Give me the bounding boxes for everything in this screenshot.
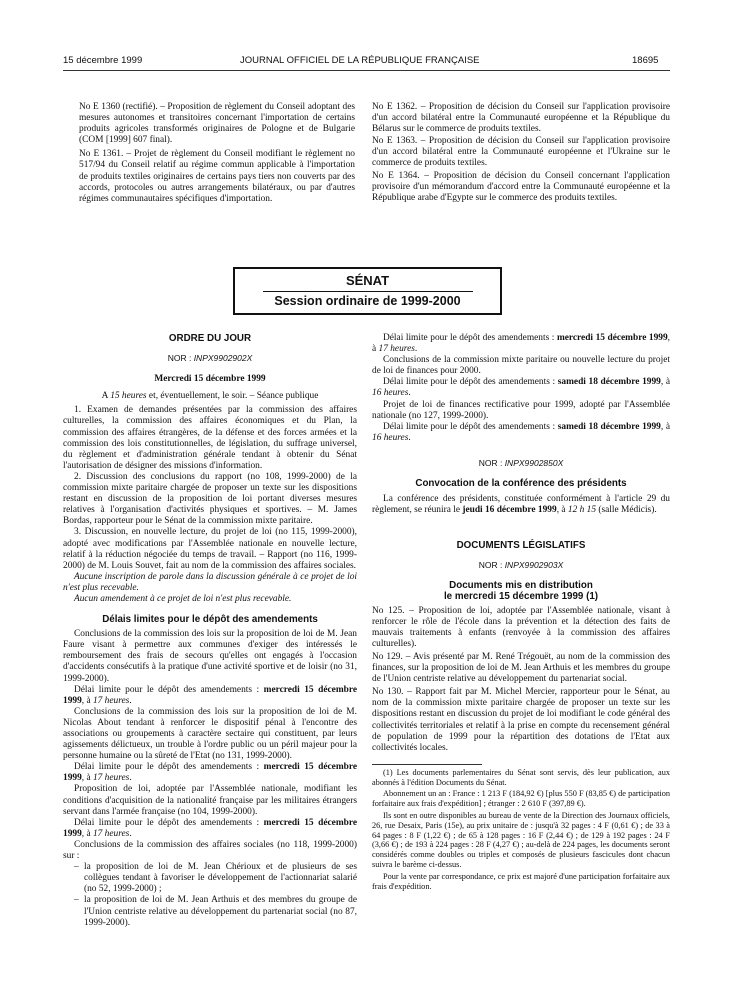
nor-reference: NOR : INPX9902902X — [167, 353, 253, 364]
distribution-title: Documents mis en distribution — [449, 579, 593, 591]
delai-paragraph: Conclusions de la commission mixte paritaire ou nouvelle lecture du projet de loi de finances pour 2000. — [372, 355, 670, 377]
session-date: Mercredi 15 décembre 1999 — [154, 374, 266, 385]
agenda-item-1: 1. Examen de demandes présentées par la commission des affaires culturelles, la commission des affaires économiques et du Plan, la commission des affaires étrangères, de la défense et des forces armées et la commission des lois constitutionnelles, de législation, du suffrage universel, du règlement et d'administration générale tendant à obtenir du Sénat l'autorisation de désigner des missions d'information. — [63, 405, 357, 471]
list-item: – la proposition de loi de M. Jean Arthuis et des membres du groupe de l'Union centriste relative au développement du partenariat social (no 87, 1999-2000). — [74, 895, 357, 928]
right-column — [372, 333, 670, 891]
top-right-column — [372, 102, 670, 204]
page-number: 18695 — [632, 55, 659, 66]
distribution-date: le mercredi 15 décembre 1999 (1) — [443, 590, 599, 602]
footnote: Pour la vente par correspondance, ce prix est majoré d'une participation forfaitaire aux frais d'expédition. — [372, 871, 670, 891]
delai-paragraph: Conclusions de la commission des lois sur la proposition de loi de M. Jean Faure visant à permettre aux communes d'exiger des intéressés le remboursement des frais de secours qu'elles ont engagés à l'occasion d'accidents consécutifs à la pratique d'une activité sportive et de loisir (no 31, 1999-2000). — [63, 629, 357, 684]
footnote: Ils sont en outre disponibles au bureau de vente de la Direction des Journaux officiels, 26, rue Desaix, Paris (15e), au prix unitaire de : jusqu'à 32 pages : 4 F (0,61 €) ; de 33 à 64 pages : 8 F (1,22 €) ; de 65 à 128 pages : 16 F (2,44 €) ; de 129 à 192 pages : 24 F (3,66 €) ; de 193 à 224 pages : 28 F (4,27 €) ; au-delà de 224 pages, les documents seront considérés comme doubles ou triples et composés de plusieurs fascicules dont chacun suivra le barème ci-dessus. — [372, 811, 670, 869]
list-item: No E 1362. – Proposition de décision du Conseil sur l'application provisoire d'un accord bilatéral entre la Communauté européenne et la République du Bélarus sur le commerce de produits textiles. — [372, 102, 671, 135]
document-item: No 125. – Proposition de loi, adoptée par l'Assemblée nationale, visant à renforcer le rôle de l'école dans la prévention et la détection des faits de mauvais traitements à enfants (renvoyée à la commission des affaires culturelles). — [372, 605, 670, 649]
delai-paragraph: Conclusions de la commission des affaires sociales (no 118, 1999-2000) sur : — [63, 839, 357, 862]
box-divider — [263, 291, 473, 292]
delai-limit-line: Délai limite pour le dépôt des amendements : mercredi 15 décembre 1999, à 17 heures. — [63, 762, 357, 784]
conference-title: Convocation de la conférence des présidents — [415, 478, 627, 490]
delai-limit-line: Délai limite pour le dépôt des amendements : mercredi 15 décembre 1999, à 17 heures. — [63, 684, 357, 706]
nor-reference: NOR : INPX9902850X — [478, 457, 564, 468]
list-item: No E 1360 (rectifié). – Proposition de règlement du Conseil adoptant des mesures autonomes et transitoires concernant l'importation de certains produits agricoles transformés originaires de Pologne et de Bulgarie (COM [1999] 607 final). — [79, 102, 356, 146]
left-column — [63, 333, 357, 929]
footnote-rule — [372, 764, 482, 765]
document-item: No 130. – Rapport fait par M. Michel Mercier, rapporteur pour le Sénat, au nom de la commission mixte paritaire chargée de proposer un texte sur les dispositions restant en discussion du projet de loi modifiant le code général des collectivités territoriales et relatif à la prise en compte du recensement général de population de 1999 pour la répartition des dotations de l'Etat aux collectivités locales. — [372, 687, 670, 753]
delai-limit-line: Délai limite pour le dépôt des amendements : samedi 18 décembre 1999, à 16 heures. — [372, 421, 670, 443]
delai-paragraph: Projet de loi de finances rectificative pour 1999, adopté par l'Assemblée nationale (no 127, 1999-2000). — [372, 399, 670, 421]
agenda-note-1: Aucune inscription de parole dans la discussion générale à ce projet de loi n'est plus recevable. — [63, 571, 357, 593]
seance-line: A 15 heures et, éventuellement, le soir. – Séance publique — [101, 391, 319, 402]
delai-paragraph: Proposition de loi, adoptée par l'Assemblée nationale, modifiant les conditions d'acquisition de la nationalité française par les militaires étrangers servant dans l'armée française (no 104, 1999-2000). — [63, 784, 357, 817]
list-item: No E 1361. – Projet de règlement du Conseil modifiant le règlement no 517/94 du Conseil relatif au régime commun applicable à l'importation de produits textiles originaires de certains pays tiers non couverts par des accords, protocoles ou autres arrangements bilatéraux, ou par d'autres régimes communautaires spécifiques d'importation. — [79, 149, 355, 204]
list-item: No E 1364. – Proposition de décision du Conseil concernant l'application provisoire d'un mémorandum d'accord entre la Communauté européenne et la République arabe d'Egypte sur le commerce des produits textiles. — [372, 170, 670, 203]
agenda-item-3: 3. Discussion, en nouvelle lecture, du projet de loi (no 115, 1999-2000), adopté avec modifications par l'Assemblée nationale en nouvelle lecture, relatif à la réduction négociée du temps de travail. – Rapport (no 116, 1999-2000) de M. Louis Souvet, fait au nom de la commission des affaires sociales. — [63, 527, 357, 571]
delais-title: Délais limites pour le dépôt des amendements — [102, 614, 318, 626]
journal-title: JOURNAL OFFICIEL DE LA RÉPUBLIQUE FRANÇAISE — [240, 55, 480, 66]
footnote: Abonnement un an : France : 1 213 F (184,92 €) [plus 550 F (83,85 €) de participation forfaitaire aux frais d'expédition] ; étranger : 2 610 F (397,89 €). — [372, 789, 670, 809]
senat-title-box — [233, 267, 502, 315]
ordre-du-jour-title: ORDRE DU JOUR — [168, 333, 252, 344]
header-date: 15 décembre 1999 — [63, 55, 143, 66]
agenda-note-2: Aucun amendement à ce projet de loi n'est plus recevable. — [74, 593, 292, 604]
conference-text: La conférence des présidents, constituée conformément à l'article 29 du règlement, se réunira le jeudi 16 décembre 1999, à 12 h 15 (salle Médicis). — [372, 494, 670, 516]
agenda-item-2: 2. Discussion des conclusions du rapport (no 108, 1999-2000) de la commission mixte paritaire chargée de proposer un texte sur les dispositions restant en discussion de la proposition de loi portant diverses mesures relatives à l'organisation d'activités physiques et sportives. – M. James Bordas, rapporteur pour le Sénat de la commission mixte paritaire. — [63, 471, 357, 527]
document-item: No 129. – Avis présenté par M. René Trégouët, au nom de la commission des finances, sur la proposition de loi de M. Jean Arthuis et les membres du groupe de l'Union centriste relative au développement du partenariat social. — [372, 651, 670, 685]
list-item: – la proposition de loi de M. Jean Chérioux et de plusieurs de ses collègues tendant à favoriser le développement de l'actionnariat salarié (no 52, 1999-2000) ; — [74, 862, 357, 895]
delai-limit-line: Délai limite pour le dépôt des amendements : samedi 18 décembre 1999, à 16 heures. — [372, 377, 670, 399]
delai-paragraph: Conclusions de la commission des lois sur la proposition de loi de M. Nicolas About tendant à renforcer le dispositif pénal à l'encontre des associations ou groupements à caractère sectaire qui constituent, par leurs agissements délictueux, un trouble à l'ordre public ou un péril majeur pour la personne humaine ou la sûreté de l'Etat (no 131, 1999-2000). — [63, 706, 357, 762]
list-item: No E 1363. – Proposition de décision du Conseil sur l'application provisoire d'un accord bilatéral entre la Communauté européenne et l'Ukraine sur le commerce de produits textiles. — [372, 136, 671, 169]
documents-legislatifs-title: DOCUMENTS LÉGISLATIFS — [456, 540, 586, 552]
session-title: Session ordinaire de 1999-2000 — [274, 294, 461, 308]
senat-title: SÉNAT — [345, 273, 390, 288]
nor-reference: NOR : INPX9902903X — [478, 560, 564, 571]
footnote: (1) Les documents parlementaires du Sénat sont servis, dès leur publication, aux abonnés à l'édition Documents du Sénat. — [372, 767, 670, 787]
top-left-column — [63, 102, 355, 205]
delai-limit-line: Délai limite pour le dépôt des amendements : mercredi 15 décembre 1999, à 17 heures. — [372, 333, 670, 355]
delai-limit-line: Délai limite pour le dépôt des amendements : mercredi 15 décembre 1999, à 17 heures. — [63, 817, 357, 839]
header-rule — [63, 70, 670, 71]
